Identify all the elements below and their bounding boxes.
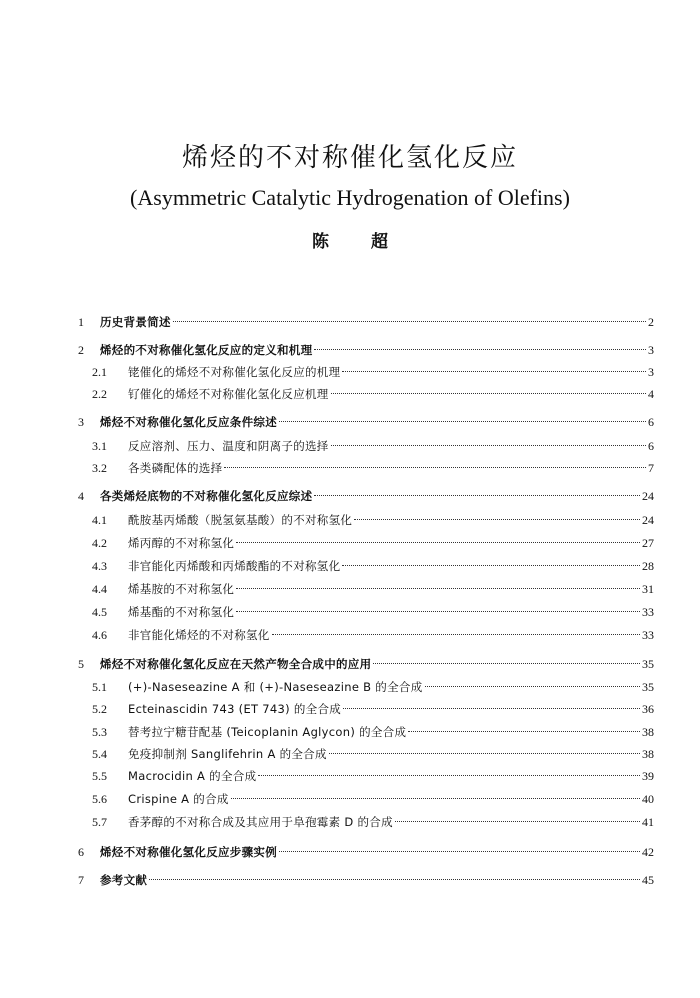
toc-section-entry[interactable]	[78, 842, 654, 862]
toc-label: 烯烃不对称催化氢化反应条件综述	[100, 415, 277, 429]
toc-page-number: 2	[648, 315, 654, 329]
toc-label: 替考拉宁糖苷配基 (Teicoplanin Aglycon) 的全合成	[128, 725, 407, 739]
dot-leader	[149, 878, 640, 880]
toc-subsection-entry[interactable]	[78, 766, 654, 786]
toc-number: 3.2	[92, 461, 107, 475]
toc-label: 烯烃的不对称催化氢化反应的定义和机理	[100, 343, 313, 357]
toc-label: 免疫抑制剂 Sanglifehrin A 的全合成	[128, 747, 327, 761]
toc-number: 4.2	[92, 536, 107, 550]
toc-page-number: 3	[648, 343, 654, 357]
toc-section-entry[interactable]	[78, 312, 654, 332]
toc-label: 烯基酯的不对称氢化	[128, 605, 235, 619]
toc-subsection-entry[interactable]	[78, 677, 654, 697]
toc-number: 5.5	[92, 769, 107, 783]
dot-leader	[331, 392, 646, 394]
toc-number: 5.7	[92, 815, 107, 829]
dot-leader	[272, 633, 640, 635]
toc-label: 非官能化烯烃的不对称氢化	[128, 628, 270, 642]
toc-page-number: 6	[648, 439, 654, 453]
toc-subsection-entry[interactable]	[78, 744, 654, 764]
toc-label: Ecteinascidin 743 (ET 743) 的全合成	[128, 702, 342, 716]
toc-page-number: 24	[642, 513, 654, 527]
toc-number: 4.5	[92, 605, 107, 619]
toc-number: 2.1	[92, 365, 107, 379]
toc-page-number: 35	[642, 657, 654, 671]
toc-label: 钌催化的烯烃不对称催化氢化反应机理	[128, 387, 329, 401]
toc-label: 参考文献	[100, 873, 148, 887]
toc-number: 2.2	[92, 387, 107, 401]
toc-page-number: 40	[642, 792, 654, 806]
toc-label: Crispine A 的合成	[128, 792, 229, 806]
dot-leader	[314, 494, 640, 496]
dot-leader	[342, 564, 640, 566]
toc-section-entry[interactable]	[78, 412, 654, 432]
dot-leader	[258, 774, 640, 776]
toc-label: 酰胺基丙烯酸（脱氢氨基酸）的不对称氢化	[128, 513, 353, 527]
toc-number: 4.3	[92, 559, 107, 573]
toc-number: 3.1	[92, 439, 107, 453]
toc-number: 1	[78, 315, 84, 329]
dot-leader	[395, 820, 640, 822]
toc-number: 4.6	[92, 628, 107, 642]
toc-page-number: 39	[642, 769, 654, 783]
toc-number: 3	[78, 415, 84, 429]
toc-label: 烯丙醇的不对称氢化	[128, 536, 235, 550]
toc-section-entry[interactable]	[78, 486, 654, 506]
toc-subsection-entry[interactable]	[78, 458, 654, 478]
toc-page-number: 6	[648, 415, 654, 429]
toc-subsection-entry[interactable]	[78, 556, 654, 576]
dot-leader	[342, 370, 646, 372]
dot-leader	[279, 850, 640, 852]
toc-page-number: 33	[642, 628, 654, 642]
toc-label: 非官能化丙烯酸和丙烯酸酯的不对称氢化	[128, 559, 341, 573]
author-name: 陈 超	[312, 232, 406, 252]
dot-leader	[354, 518, 640, 520]
dot-leader	[373, 662, 640, 664]
toc-section-entry[interactable]	[78, 870, 654, 890]
toc-page-number: 4	[648, 387, 654, 401]
toc-label: 香茅醇的不对称合成及其应用于阜孢霉素 D 的合成	[128, 815, 393, 829]
dot-leader	[331, 444, 646, 446]
toc-number: 5.3	[92, 725, 107, 739]
toc-label: 各类烯烃底物的不对称催化氢化反应综述	[100, 489, 313, 503]
toc-section-entry[interactable]	[78, 654, 654, 674]
toc-label: 历史背景简述	[100, 315, 171, 329]
toc-label: 烯基胺的不对称氢化	[128, 582, 235, 596]
toc-subsection-entry[interactable]	[78, 579, 654, 599]
toc-number: 5.6	[92, 792, 107, 806]
toc-subsection-entry[interactable]	[78, 699, 654, 719]
dot-leader	[343, 707, 640, 709]
toc-subsection-entry[interactable]	[78, 722, 654, 742]
dot-leader	[329, 752, 640, 754]
toc-label: (+)-Naseseazine A 和 (+)-Naseseazine B 的全合成	[128, 680, 423, 694]
toc-subsection-entry[interactable]	[78, 625, 654, 645]
chapter-title: 烯烃的不对称催化氢化反应	[181, 143, 518, 173]
dot-leader	[231, 797, 640, 799]
toc-number: 4	[78, 489, 84, 503]
dot-leader	[425, 685, 640, 687]
dot-leader	[236, 610, 640, 612]
toc-subsection-entry[interactable]	[78, 510, 654, 530]
toc-page-number: 42	[642, 845, 654, 859]
dot-leader	[236, 587, 640, 589]
toc-page-number: 35	[642, 680, 654, 694]
toc-label: Macrocidin A 的全合成	[128, 769, 257, 783]
toc-page-number: 31	[642, 582, 654, 596]
toc-number: 4.1	[92, 513, 107, 527]
toc-page-number: 24	[642, 489, 654, 503]
toc-page-number: 33	[642, 605, 654, 619]
toc-subsection-entry[interactable]	[78, 384, 654, 404]
toc-page-number: 36	[642, 702, 654, 716]
toc-page-number: 28	[642, 559, 654, 573]
toc-page-number: 3	[648, 365, 654, 379]
toc-number: 7	[78, 873, 84, 887]
toc-subsection-entry[interactable]	[78, 602, 654, 622]
toc-number: 5	[78, 657, 84, 671]
toc-label: 烯烃不对称催化氢化反应步骤实例	[100, 845, 277, 859]
toc-number: 5.4	[92, 747, 107, 761]
toc-label: 各类磷配体的选择	[128, 461, 223, 475]
toc-page-number: 38	[642, 725, 654, 739]
toc-label: 反应溶剂、压力、温度和阴离子的选择	[128, 439, 329, 453]
dot-leader	[173, 320, 646, 322]
toc-page-number: 41	[642, 815, 654, 829]
toc-label: 铑催化的烯烃不对称催化氢化反应的机理	[128, 365, 341, 379]
toc-page-number: 27	[642, 536, 654, 550]
toc-section-entry[interactable]	[78, 340, 654, 360]
toc-page-number: 38	[642, 747, 654, 761]
chapter-subtitle: (Asymmetric Catalytic Hydrogenation of Olefins)	[130, 185, 570, 210]
toc-number: 2	[78, 343, 84, 357]
toc-page-number: 7	[648, 461, 654, 475]
toc-number: 4.4	[92, 582, 107, 596]
toc-subsection-entry[interactable]	[78, 362, 654, 382]
toc-number: 5.1	[92, 680, 107, 694]
dot-leader	[236, 541, 640, 543]
toc-number: 5.2	[92, 702, 107, 716]
toc-label: 烯烃不对称催化氢化反应在天然产物全合成中的应用	[100, 657, 372, 671]
toc-subsection-entry[interactable]	[78, 436, 654, 456]
dot-leader	[314, 348, 646, 350]
toc-subsection-entry[interactable]	[78, 789, 654, 809]
dot-leader	[279, 420, 646, 422]
toc-subsection-entry[interactable]	[78, 533, 654, 553]
toc-page-number: 45	[642, 873, 654, 887]
dot-leader	[408, 730, 640, 732]
dot-leader	[224, 466, 646, 468]
toc-subsection-entry[interactable]	[78, 812, 654, 832]
toc-number: 6	[78, 845, 84, 859]
